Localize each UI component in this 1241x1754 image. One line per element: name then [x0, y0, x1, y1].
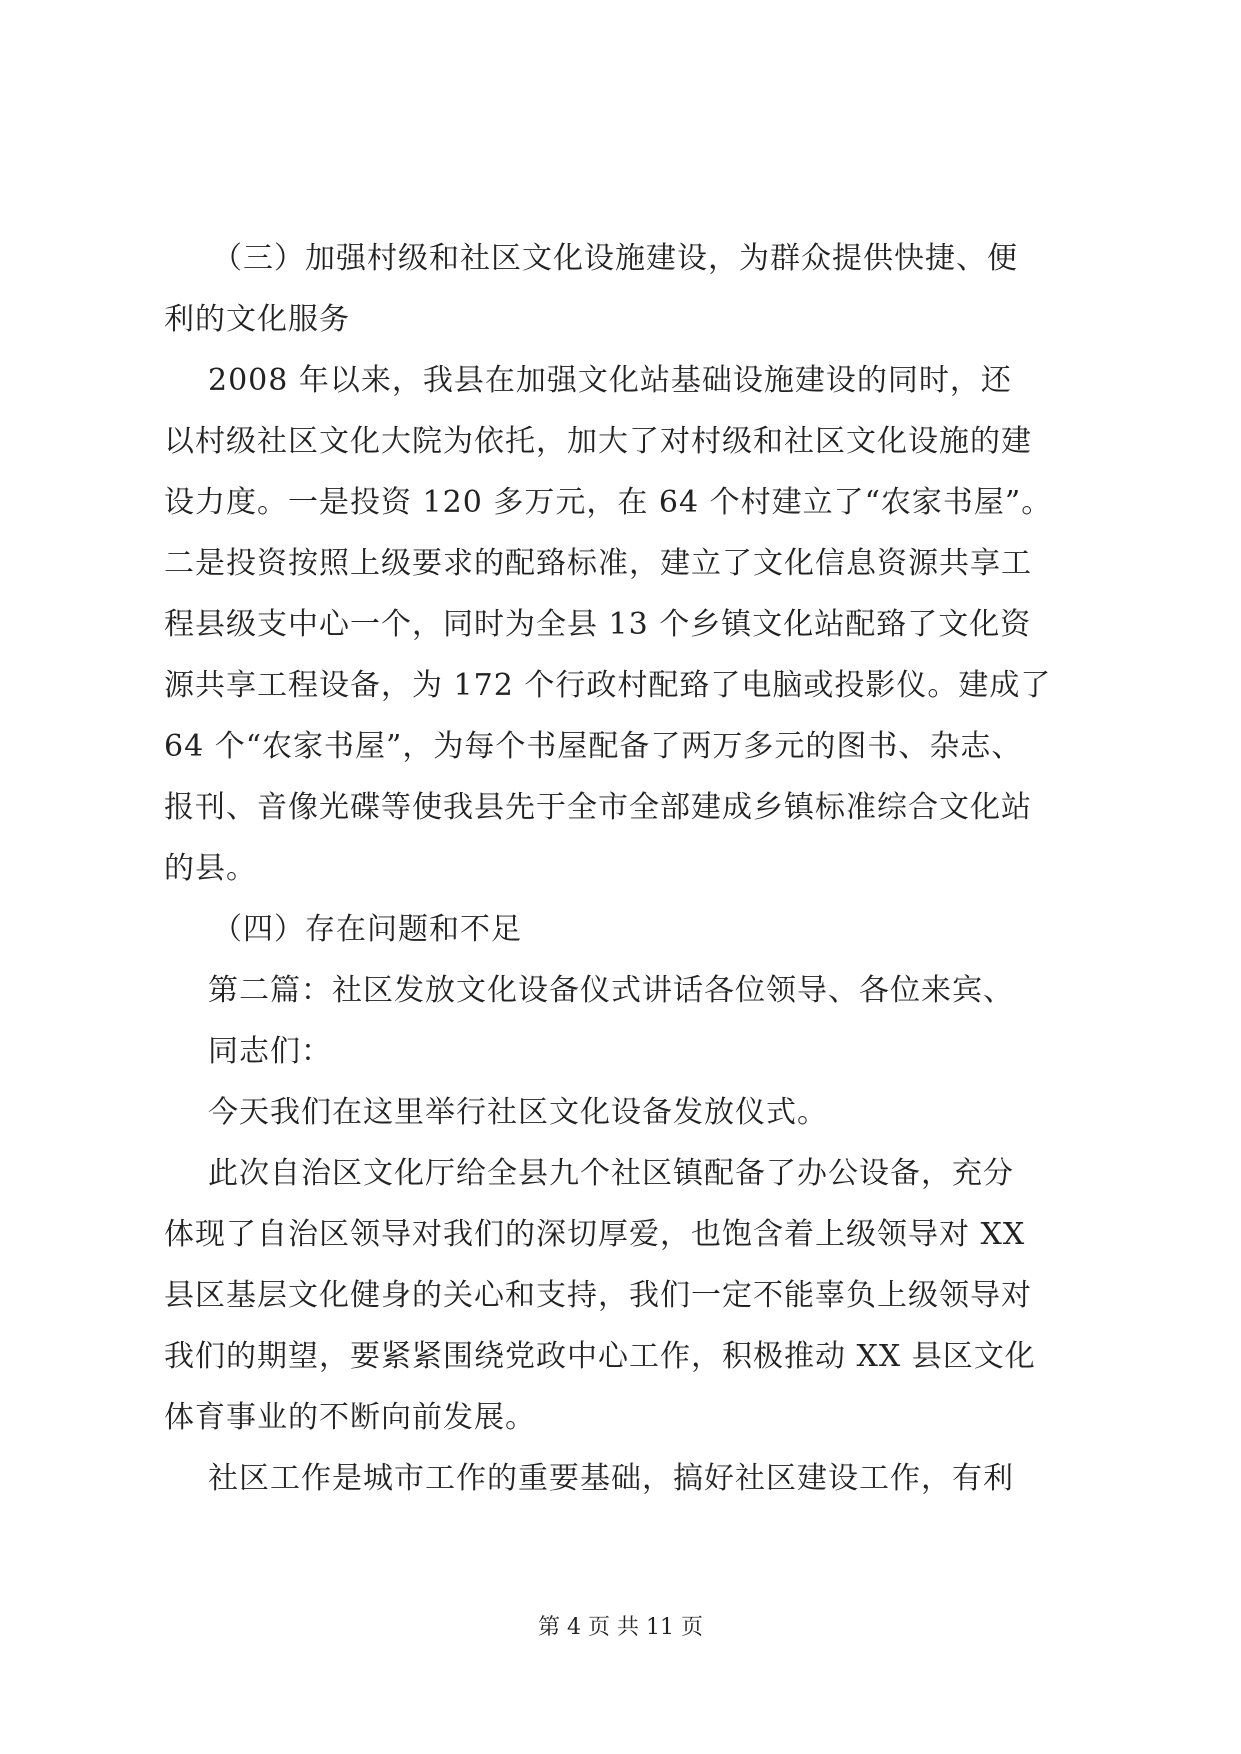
paragraph-line: 2008 年以来，我县在加强文化站基础设施建设的同时，还 — [208, 363, 1012, 398]
chapter-title-line-1: 第二篇：社区发放文化设备仪式讲话各位领导、各位来宾、 — [208, 973, 1014, 1008]
page-number-footer: 第 4 页 共 11 页 — [538, 1615, 703, 1640]
paragraph-line: 县区基层文化健身的关心和支持，我们一定不能辜负上级领导对 — [164, 1278, 1032, 1313]
paragraph-line: 64 个“农家书屋”，为每个书屋配备了两万多元的图书、杂志、 — [164, 729, 1023, 764]
paragraph-line: 体现了自治区领导对我们的深切厚爱，也饱含着上级领导对 XX — [164, 1217, 1026, 1252]
paragraph-line: 设力度。一是投资 120 多万元，在 64 个村建立了“农家书屋”。 — [164, 485, 1053, 520]
paragraph-line: 体育事业的不断向前发展。 — [164, 1400, 536, 1435]
chapter-title-line-2: 同志们： — [208, 1034, 332, 1069]
document-body — [164, 228, 1084, 1509]
paragraph-line: 二是投资按照上级要求的配臵标准，建立了文化信息资源共享工 — [164, 546, 1032, 581]
section-heading-3-line-2: 利的文化服务 — [164, 302, 350, 337]
paragraph-line: 报刊、音像光碟等使我县先于全市全部建成乡镇标准综合文化站 — [164, 790, 1032, 825]
paragraph-line: 程县级支中心一个，同时为全县 13 个乡镇文化站配臵了文化资 — [164, 607, 1032, 642]
paragraph-line: 源共享工程设备，为 172 个行政村配臵了电脑或投影仪。建成了 — [164, 668, 1052, 703]
paragraph-line: 我们的期望，要紧紧围绕党政中心工作，积极推动 XX 县区文化 — [164, 1339, 1036, 1374]
paragraph-line: 社区工作是城市工作的重要基础，搞好社区建设工作，有利 — [208, 1461, 1014, 1496]
section-heading-3-line-1: （三）加强村级和社区文化设施建设，为群众提供快捷、便 — [212, 241, 1018, 276]
paragraph-line: 今天我们在这里举行社区文化设备发放仪式。 — [208, 1095, 828, 1130]
paragraph-line: 此次自治区文化厅给全县九个社区镇配备了办公设备，充分 — [208, 1156, 1014, 1191]
section-heading-4: （四）存在问题和不足 — [212, 912, 522, 947]
paragraph-line: 以村级社区文化大院为依托，加大了对村级和社区文化设施的建 — [164, 424, 1032, 459]
paragraph-line: 的县。 — [164, 851, 257, 886]
